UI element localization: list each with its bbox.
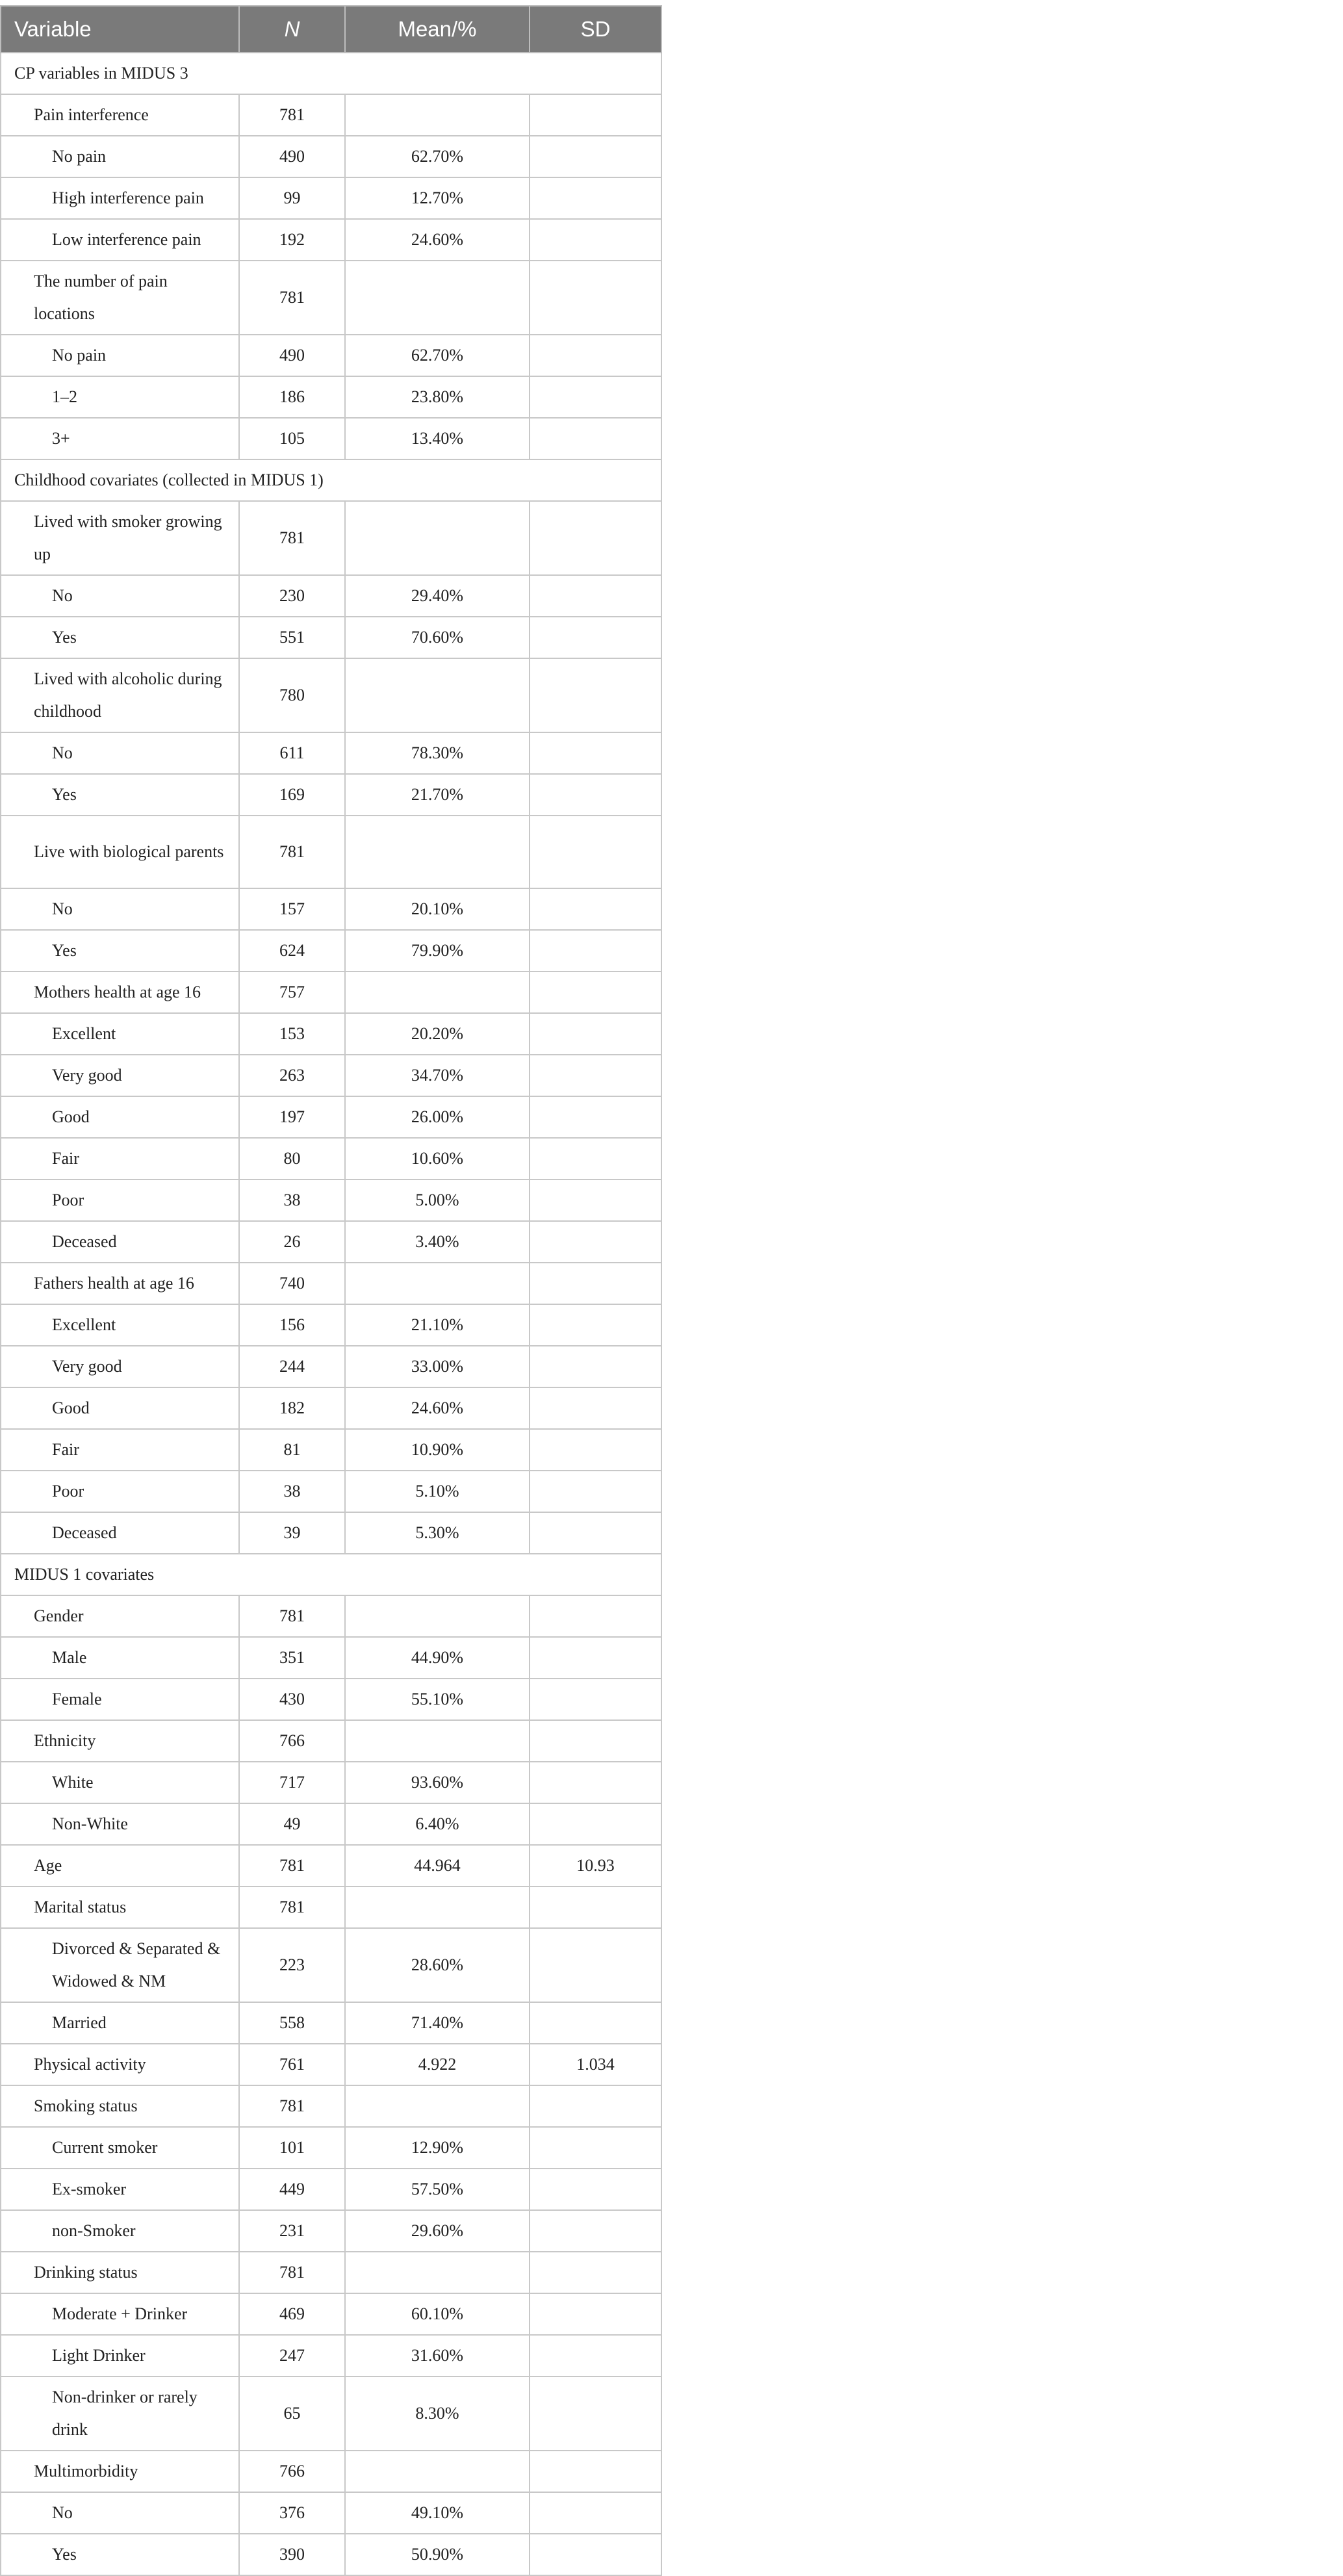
n-cell: 49 — [239, 1803, 345, 1845]
sd-cell — [530, 617, 661, 658]
sd-cell — [530, 1055, 661, 1096]
sd-cell — [530, 1138, 661, 1179]
table-row — [1, 219, 661, 261]
mean-cell — [345, 1263, 530, 1304]
n-cell: 156 — [239, 1304, 345, 1346]
n-cell: 169 — [239, 774, 345, 816]
section-label: MIDUS 1 covariates — [1, 1554, 661, 1595]
n-cell: 781 — [239, 2085, 345, 2127]
n-cell: 757 — [239, 972, 345, 1013]
sd-cell — [530, 575, 661, 617]
n-cell: 558 — [239, 2002, 345, 2044]
n-cell: 101 — [239, 2127, 345, 2169]
n-cell: 740 — [239, 1263, 345, 1304]
n-cell: 449 — [239, 2169, 345, 2210]
n-cell: 717 — [239, 1762, 345, 1803]
sd-cell — [530, 1013, 661, 1055]
table-row — [1, 658, 661, 732]
mean-cell: 93.60% — [345, 1762, 530, 1803]
sd-cell — [530, 816, 661, 888]
mean-cell: 44.90% — [345, 1637, 530, 1679]
mean-cell: 10.60% — [345, 1138, 530, 1179]
table-row — [1, 1138, 661, 1179]
variable-cell: Pain interference — [1, 94, 239, 136]
n-cell: 99 — [239, 177, 345, 219]
table-row — [1, 1013, 661, 1055]
table-row — [1, 1720, 661, 1762]
variable-cell: Current smoker — [1, 2127, 239, 2169]
mean-cell — [345, 2252, 530, 2293]
mean-cell — [345, 2451, 530, 2492]
table-row — [1, 177, 661, 219]
sd-cell — [530, 335, 661, 376]
n-cell: 38 — [239, 1471, 345, 1512]
sd-cell — [530, 2451, 661, 2492]
mean-cell — [345, 261, 530, 335]
mean-cell: 24.60% — [345, 1387, 530, 1429]
table-row — [1, 2169, 661, 2210]
table-row — [1, 774, 661, 816]
table-row — [1, 617, 661, 658]
header-row — [1, 6, 661, 53]
n-cell: 182 — [239, 1387, 345, 1429]
n-cell: 781 — [239, 501, 345, 575]
n-cell: 376 — [239, 2492, 345, 2534]
n-cell: 247 — [239, 2335, 345, 2376]
variable-cell: Fathers health at age 16 — [1, 1263, 239, 1304]
variable-cell: The number of pain locations — [1, 261, 239, 335]
n-cell: 38 — [239, 1179, 345, 1221]
table-row — [1, 972, 661, 1013]
table-row — [1, 1679, 661, 1720]
mean-cell: 62.70% — [345, 335, 530, 376]
mean-cell — [345, 501, 530, 575]
variable-cell: No — [1, 888, 239, 930]
sd-cell — [530, 261, 661, 335]
mean-cell — [345, 816, 530, 888]
mean-cell: 28.60% — [345, 1928, 530, 2002]
variable-cell: Smoking status — [1, 2085, 239, 2127]
sd-cell — [530, 2085, 661, 2127]
variable-cell: Fair — [1, 1429, 239, 1471]
table-row — [1, 2127, 661, 2169]
table-row — [1, 1429, 661, 1471]
n-cell: 192 — [239, 219, 345, 261]
sd-cell — [530, 2210, 661, 2252]
variable-cell: non-Smoker — [1, 2210, 239, 2252]
sd-cell — [530, 1346, 661, 1387]
table-row — [1, 2210, 661, 2252]
n-cell: 490 — [239, 136, 345, 177]
variable-cell: Married — [1, 2002, 239, 2044]
variable-cell: High interference pain — [1, 177, 239, 219]
variable-cell: Live with biological parents — [1, 816, 239, 888]
mean-cell: 20.20% — [345, 1013, 530, 1055]
n-cell: 80 — [239, 1138, 345, 1179]
mean-cell: 4.922 — [345, 2044, 530, 2085]
n-cell: 430 — [239, 1679, 345, 1720]
sd-cell — [530, 1387, 661, 1429]
mean-cell: 29.60% — [345, 2210, 530, 2252]
descriptive-statistics-table — [0, 5, 662, 2576]
variable-cell: Fair — [1, 1138, 239, 1179]
n-cell: 624 — [239, 930, 345, 972]
n-cell: 781 — [239, 816, 345, 888]
variable-cell: Deceased — [1, 1221, 239, 1263]
mean-cell — [345, 658, 530, 732]
sd-cell — [530, 658, 661, 732]
mean-cell: 5.00% — [345, 1179, 530, 1221]
n-cell: 551 — [239, 617, 345, 658]
variable-cell: Ethnicity — [1, 1720, 239, 1762]
mean-cell: 26.00% — [345, 1096, 530, 1138]
mean-cell: 12.90% — [345, 2127, 530, 2169]
n-cell: 469 — [239, 2293, 345, 2335]
table-row — [1, 1221, 661, 1263]
variable-cell: White — [1, 1762, 239, 1803]
table-row — [1, 1762, 661, 1803]
n-cell: 26 — [239, 1221, 345, 1263]
mean-cell — [345, 94, 530, 136]
sd-cell — [530, 501, 661, 575]
n-cell: 780 — [239, 658, 345, 732]
variable-cell: Marital status — [1, 1887, 239, 1928]
table-row — [1, 94, 661, 136]
table-row — [1, 376, 661, 418]
n-cell: 781 — [239, 1595, 345, 1637]
n-cell: 766 — [239, 2451, 345, 2492]
mean-cell — [345, 972, 530, 1013]
variable-cell: Light Drinker — [1, 2335, 239, 2376]
sd-cell — [530, 1096, 661, 1138]
variable-cell: No — [1, 732, 239, 774]
sd-cell — [530, 1720, 661, 1762]
n-cell: 781 — [239, 94, 345, 136]
n-cell: 153 — [239, 1013, 345, 1055]
variable-cell: No — [1, 2492, 239, 2534]
header-n: N — [239, 6, 345, 53]
table-row — [1, 1387, 661, 1429]
sd-cell — [530, 177, 661, 219]
variable-cell: Moderate + Drinker — [1, 2293, 239, 2335]
table-row — [1, 418, 661, 459]
table-row — [1, 1803, 661, 1845]
table-row — [1, 1512, 661, 1554]
table-row — [1, 2534, 661, 2575]
descriptive-statistics-table-container — [0, 5, 661, 2576]
n-cell: 781 — [239, 1887, 345, 1928]
sd-cell — [530, 732, 661, 774]
table-row — [1, 501, 661, 575]
variable-cell: Yes — [1, 617, 239, 658]
mean-cell: 50.90% — [345, 2534, 530, 2575]
mean-cell — [345, 1595, 530, 1637]
variable-cell: Age — [1, 1845, 239, 1887]
mean-cell: 5.30% — [345, 1512, 530, 1554]
table-row — [1, 335, 661, 376]
table-row — [1, 1595, 661, 1637]
n-cell: 263 — [239, 1055, 345, 1096]
sd-cell — [530, 1471, 661, 1512]
n-cell: 231 — [239, 2210, 345, 2252]
sd-cell — [530, 2492, 661, 2534]
table-row — [1, 1346, 661, 1387]
n-cell: 81 — [239, 1429, 345, 1471]
table-row — [1, 261, 661, 335]
n-cell: 781 — [239, 261, 345, 335]
sd-cell — [530, 376, 661, 418]
sd-cell — [530, 1762, 661, 1803]
sd-cell — [530, 972, 661, 1013]
mean-cell: 5.10% — [345, 1471, 530, 1512]
mean-cell: 57.50% — [345, 2169, 530, 2210]
mean-cell: 23.80% — [345, 376, 530, 418]
mean-cell: 49.10% — [345, 2492, 530, 2534]
variable-cell: Poor — [1, 1179, 239, 1221]
sd-cell — [530, 2127, 661, 2169]
variable-cell: Drinking status — [1, 2252, 239, 2293]
table-row — [1, 2044, 661, 2085]
mean-cell: 79.90% — [345, 930, 530, 972]
sd-cell — [530, 888, 661, 930]
n-cell: 223 — [239, 1928, 345, 2002]
sd-cell — [530, 2534, 661, 2575]
mean-cell: 78.30% — [345, 732, 530, 774]
variable-cell: Yes — [1, 2534, 239, 2575]
mean-cell: 3.40% — [345, 1221, 530, 1263]
sd-cell — [530, 94, 661, 136]
sd-cell — [530, 1637, 661, 1679]
header-sd: SD — [530, 6, 661, 53]
variable-cell: Excellent — [1, 1013, 239, 1055]
section-label: CP variables in MIDUS 3 — [1, 53, 661, 94]
table-row — [1, 1179, 661, 1221]
sd-cell — [530, 2002, 661, 2044]
mean-cell — [345, 2085, 530, 2127]
mean-cell: 70.60% — [345, 617, 530, 658]
sd-cell — [530, 1429, 661, 1471]
variable-cell: Yes — [1, 930, 239, 972]
section-label: Childhood covariates (collected in MIDUS 1) — [1, 459, 661, 501]
n-cell: 39 — [239, 1512, 345, 1554]
section-row — [1, 53, 661, 94]
sd-cell — [530, 418, 661, 459]
header-mean: Mean/% — [345, 6, 530, 53]
table-row — [1, 2002, 661, 2044]
table-row — [1, 1471, 661, 1512]
mean-cell: 10.90% — [345, 1429, 530, 1471]
variable-cell: Good — [1, 1387, 239, 1429]
mean-cell: 12.70% — [345, 177, 530, 219]
header-variable: Variable — [1, 6, 239, 53]
table-row — [1, 136, 661, 177]
variable-cell: Very good — [1, 1346, 239, 1387]
variable-cell: 1–2 — [1, 376, 239, 418]
sd-cell — [530, 136, 661, 177]
mean-cell: 60.10% — [345, 2293, 530, 2335]
sd-cell: 1.034 — [530, 2044, 661, 2085]
table-row — [1, 888, 661, 930]
variable-cell: Mothers health at age 16 — [1, 972, 239, 1013]
variable-cell: Lived with alcoholic during childhood — [1, 658, 239, 732]
n-cell: 781 — [239, 1845, 345, 1887]
sd-cell — [530, 1887, 661, 1928]
table-row — [1, 1928, 661, 2002]
mean-cell — [345, 1887, 530, 1928]
sd-cell — [530, 2293, 661, 2335]
mean-cell: 21.10% — [345, 1304, 530, 1346]
n-cell: 197 — [239, 1096, 345, 1138]
n-cell: 351 — [239, 1637, 345, 1679]
mean-cell: 21.70% — [345, 774, 530, 816]
sd-cell — [530, 1928, 661, 2002]
table-row — [1, 2252, 661, 2293]
section-row — [1, 459, 661, 501]
table-row — [1, 1304, 661, 1346]
variable-cell: Gender — [1, 1595, 239, 1637]
variable-cell: Non-White — [1, 1803, 239, 1845]
table-row — [1, 2085, 661, 2127]
mean-cell — [345, 1720, 530, 1762]
mean-cell: 13.40% — [345, 418, 530, 459]
n-cell: 157 — [239, 888, 345, 930]
sd-cell — [530, 774, 661, 816]
table-row — [1, 1096, 661, 1138]
sd-cell — [530, 930, 661, 972]
n-cell: 761 — [239, 2044, 345, 2085]
table-row — [1, 2376, 661, 2451]
n-cell: 186 — [239, 376, 345, 418]
n-cell: 230 — [239, 575, 345, 617]
mean-cell: 6.40% — [345, 1803, 530, 1845]
variable-cell: Physical activity — [1, 2044, 239, 2085]
table-row — [1, 930, 661, 972]
mean-cell: 55.10% — [345, 1679, 530, 1720]
variable-cell: No pain — [1, 335, 239, 376]
table-header — [1, 6, 661, 53]
variable-cell: 3+ — [1, 418, 239, 459]
table-row — [1, 732, 661, 774]
section-row — [1, 1554, 661, 1595]
variable-cell: Very good — [1, 1055, 239, 1096]
sd-cell — [530, 2335, 661, 2376]
sd-cell — [530, 1179, 661, 1221]
mean-cell: 34.70% — [345, 1055, 530, 1096]
table-row — [1, 2293, 661, 2335]
variable-cell: No — [1, 575, 239, 617]
n-cell: 244 — [239, 1346, 345, 1387]
sd-cell — [530, 2252, 661, 2293]
variable-cell: Good — [1, 1096, 239, 1138]
table-row — [1, 1263, 661, 1304]
table-row — [1, 2492, 661, 2534]
mean-cell: 20.10% — [345, 888, 530, 930]
table-row — [1, 1637, 661, 1679]
variable-cell: Female — [1, 1679, 239, 1720]
mean-cell: 33.00% — [345, 1346, 530, 1387]
sd-cell — [530, 1512, 661, 1554]
n-cell: 390 — [239, 2534, 345, 2575]
sd-cell — [530, 1221, 661, 1263]
mean-cell: 24.60% — [345, 219, 530, 261]
mean-cell: 44.964 — [345, 1845, 530, 1887]
variable-cell: Divorced & Separated & Widowed & NM — [1, 1928, 239, 2002]
sd-cell — [530, 1595, 661, 1637]
sd-cell — [530, 1263, 661, 1304]
sd-cell — [530, 219, 661, 261]
variable-cell: Lived with smoker growing up — [1, 501, 239, 575]
mean-cell: 29.40% — [345, 575, 530, 617]
sd-cell: 10.93 — [530, 1845, 661, 1887]
n-cell: 781 — [239, 2252, 345, 2293]
sd-cell — [530, 1679, 661, 1720]
variable-cell: Ex-smoker — [1, 2169, 239, 2210]
variable-cell: Multimorbidity — [1, 2451, 239, 2492]
mean-cell: 62.70% — [345, 136, 530, 177]
table-row — [1, 1845, 661, 1887]
sd-cell — [530, 1803, 661, 1845]
variable-cell: No pain — [1, 136, 239, 177]
table-row — [1, 1055, 661, 1096]
table-row — [1, 575, 661, 617]
variable-cell: Low interference pain — [1, 219, 239, 261]
mean-cell: 8.30% — [345, 2376, 530, 2451]
n-cell: 766 — [239, 1720, 345, 1762]
n-cell: 611 — [239, 732, 345, 774]
sd-cell — [530, 2376, 661, 2451]
n-cell: 65 — [239, 2376, 345, 2451]
n-cell: 105 — [239, 418, 345, 459]
mean-cell: 71.40% — [345, 2002, 530, 2044]
variable-cell: Yes — [1, 774, 239, 816]
sd-cell — [530, 2169, 661, 2210]
table-body — [1, 53, 661, 2575]
variable-cell: Poor — [1, 1471, 239, 1512]
table-row — [1, 1887, 661, 1928]
table-row — [1, 2451, 661, 2492]
sd-cell — [530, 1304, 661, 1346]
variable-cell: Excellent — [1, 1304, 239, 1346]
variable-cell: Non-drinker or rarely drink — [1, 2376, 239, 2451]
n-cell: 490 — [239, 335, 345, 376]
table-row — [1, 2335, 661, 2376]
mean-cell: 31.60% — [345, 2335, 530, 2376]
variable-cell: Male — [1, 1637, 239, 1679]
variable-cell: Deceased — [1, 1512, 239, 1554]
table-row — [1, 816, 661, 888]
